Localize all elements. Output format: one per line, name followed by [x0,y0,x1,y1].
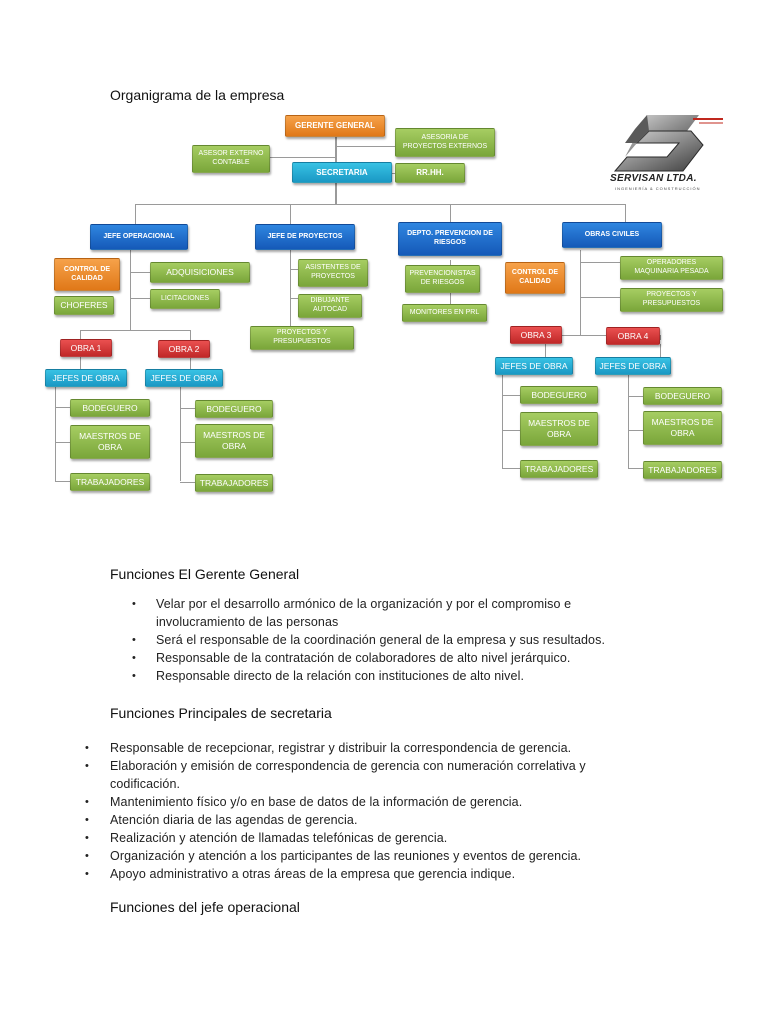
org-prevencion: DEPTO. PREVENCION DE RIESGOS [398,222,502,256]
list-item [85,793,640,811]
org-asistentes-proyectos: ASISTENTES DE PROYECTOS [298,259,368,287]
org-obra-1: OBRA 1 [60,339,112,357]
list-item [132,631,656,649]
list-item [85,847,640,865]
organigrama-heading: Organigrama de la empresa [110,87,285,103]
gerente-functions-list [132,595,656,685]
org-obras-civiles: OBRAS CIVILES [562,222,662,248]
bullet-icon: • [85,868,89,880]
gerente-functions-heading: Funciones El Gerente General [110,566,300,582]
org-bodeguero-2: BODEGUERO [195,400,273,418]
bullet-icon: • [132,634,136,646]
org-asesor-contable: ASESOR EXTERNO CONTABLE [192,145,270,173]
list-item [85,811,640,829]
list-item-text: Realización y atención de llamadas telefónicas de gerencia. [110,831,448,845]
servisan-logo [607,113,727,191]
org-control-calidad-2: CONTROL DE CALIDAD [505,262,565,294]
list-item [132,649,656,667]
list-item-text: Organización y atención a los participantes de las reuniones y eventos de gerencia. [110,849,582,863]
list-item [132,667,656,685]
org-proyectos-presupuestos-2: PROYECTOS Y PRESUPUESTOS [620,288,723,312]
list-item-text: Atención diaria de las agendas de gerencia. [110,813,358,827]
org-secretaria: SECRETARIA [292,162,392,183]
org-choferes: CHOFERES [54,296,114,315]
list-item-text: Mantenimiento físico y/o en base de datos de la información de gerencia. [110,795,523,809]
secretaria-functions-heading: Funciones Principales de secretaria [110,705,332,721]
org-maestros-1: MAESTROS DE OBRA [70,425,150,459]
list-item [85,739,640,757]
bullet-icon: • [85,850,89,862]
org-adquisiciones: ADQUISICIONES [150,262,250,283]
org-prevencionistas: PREVENCIONISTAS DE RIESGOS [405,265,480,293]
list-item-text: Será el responsable de la coordinación general de la empresa y sus resultados. [156,633,606,647]
org-asesoria-proyectos: ASESORIA DE PROYECTOS EXTERNOS [395,128,495,157]
secretaria-functions-list [85,739,640,883]
org-jefe-operacional: JEFE OPERACIONAL [90,224,188,250]
org-monitores: MONITORES EN PRL [402,304,487,322]
org-licitaciones: LICITACIONES [150,289,220,309]
org-jefe-proyectos: JEFE DE PROYECTOS [255,224,355,250]
org-control-calidad-1: CONTROL DE CALIDAD [54,258,120,291]
org-trabajadores-4: TRABAJADORES [643,461,722,479]
list-item-text: Velar por el desarrollo armónico de la organización y por el compromiso e involucramiento de las personas [156,597,572,629]
list-item-text: Responsable de la contratación de colaboradores de alto nivel jerárquico. [156,651,571,665]
servisan-logo-mark [607,113,727,175]
org-bodeguero-1: BODEGUERO [70,399,150,417]
org-operadores: OPERADORES MAQUINARIA PESADA [620,256,723,280]
servisan-logo-text: SERVISAN LTDA. [610,173,697,184]
bullet-icon: • [85,760,89,772]
org-bodeguero-3: BODEGUERO [520,386,598,404]
bullet-icon: • [85,832,89,844]
bullet-icon: • [132,670,136,682]
list-item-text: Responsable directo de la relación con instituciones de alto nivel. [156,669,525,683]
org-obra-4: OBRA 4 [606,327,660,345]
org-proyectos-presupuestos-1: PROYECTOS Y PRESUPUESTOS [250,326,354,350]
org-maestros-4: MAESTROS DE OBRA [643,411,722,445]
list-item [85,829,640,847]
list-item-text: Responsable de recepcionar, registrar y distribuir la correspondencia de gerencia. [110,741,572,755]
org-jefes-obra-3: JEFES DE OBRA [495,357,573,375]
jefe-operacional-heading: Funciones del jefe operacional [110,899,300,915]
org-maestros-3: MAESTROS DE OBRA [520,412,598,446]
org-maestros-2: MAESTROS DE OBRA [195,424,273,458]
list-item [85,865,640,883]
org-jefes-obra-2: JEFES DE OBRA [145,369,223,387]
org-bodeguero-4: BODEGUERO [643,387,722,405]
org-dibujante: DIBUJANTE AUTOCAD [298,294,362,318]
org-trabajadores-1: TRABAJADORES [70,473,150,491]
org-trabajadores-2: TRABAJADORES [195,474,273,492]
org-obra-2: OBRA 2 [158,340,210,358]
bullet-icon: • [85,814,89,826]
list-item-text: Elaboración y emisión de correspondencia de gerencia con numeración correlativa y codificación. [110,759,586,791]
servisan-logo-tagline: INGENIERÍA & CONSTRUCCIÓN [615,186,701,191]
org-jefes-obra-4: JEFES DE OBRA [595,357,671,375]
org-trabajadores-3: TRABAJADORES [520,460,598,478]
list-item [85,757,640,793]
org-jefes-obra-1: JEFES DE OBRA [45,369,127,387]
org-rrhh: RR.HH. [395,163,465,183]
bullet-icon: • [132,652,136,664]
list-item-text: Apoyo administrativo a otras áreas de la empresa que gerencia indique. [110,867,516,881]
org-obra-3: OBRA 3 [510,326,562,344]
bullet-icon: • [85,742,89,754]
org-gerente-general: GERENTE GENERAL [285,115,385,137]
bullet-icon: • [132,598,136,610]
list-item [132,595,656,631]
bullet-icon: • [85,796,89,808]
